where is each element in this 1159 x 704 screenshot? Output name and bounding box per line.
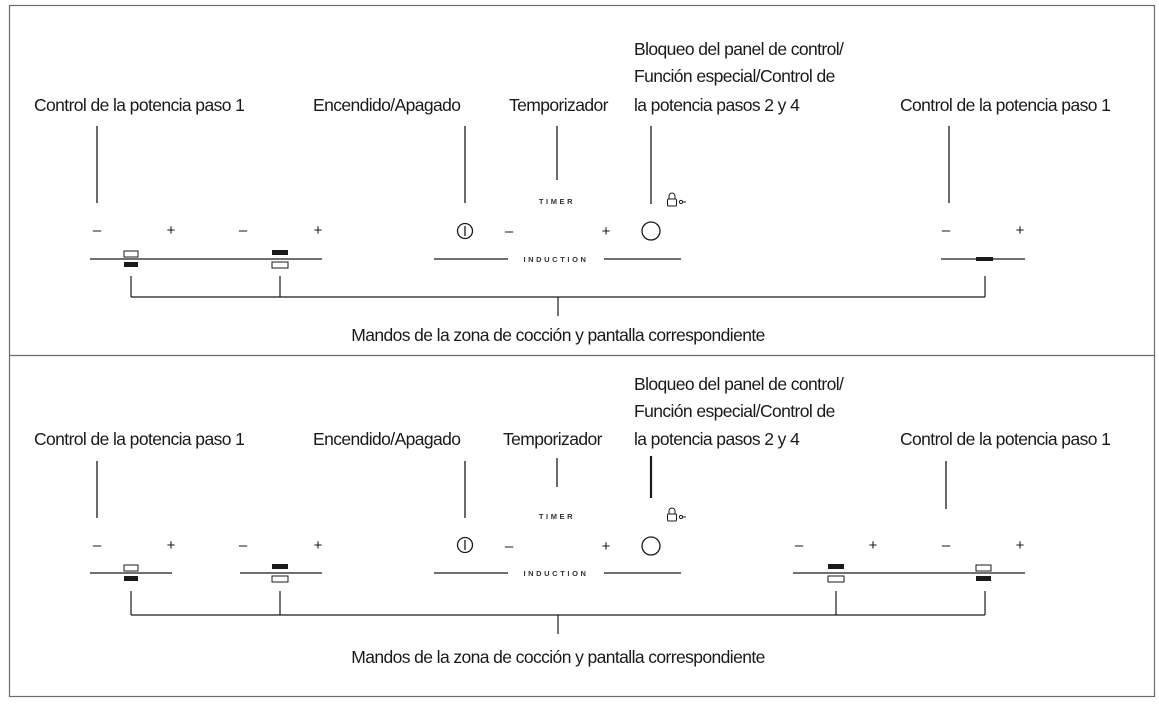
plus-sign: +	[313, 537, 323, 554]
plus-sign: +	[601, 538, 611, 555]
label-lock-line2: Función especial/Control de	[634, 66, 835, 86]
minus-sign: –	[941, 222, 951, 239]
panel-top	[34, 39, 1110, 345]
lock-key-icon	[668, 193, 687, 206]
minus-sign: –	[504, 223, 514, 240]
timer-print: TIMER	[538, 197, 576, 206]
label-lock-line1: Bloqueo del panel de control/	[634, 39, 844, 59]
label-cooking-zones: Mandos de la zona de cocción y pantalla correspondiente	[351, 647, 765, 667]
circle-button-icon	[642, 222, 660, 240]
plus-sign: +	[313, 222, 323, 239]
minus-sign: –	[794, 537, 804, 554]
label-right-power: Control de la potencia paso 1	[900, 95, 1111, 115]
label-lock-line3: la potencia pasos 2 y 4	[634, 429, 800, 449]
timer-print: TIMER	[538, 512, 576, 521]
zone-indicator	[976, 257, 993, 261]
label-lock-line2: Función especial/Control de	[634, 401, 835, 421]
minus-sign: –	[238, 537, 248, 554]
label-cooking-zones: Mandos de la zona de cocción y pantalla correspondiente	[351, 325, 765, 345]
minus-sign: –	[504, 538, 514, 555]
plus-sign: +	[1015, 222, 1025, 239]
circle-button-icon	[642, 537, 660, 555]
label-lock-line1: Bloqueo del panel de control/	[634, 374, 844, 394]
plus-sign: +	[166, 222, 176, 239]
minus-sign: –	[941, 537, 951, 554]
panel-bottom	[34, 374, 1110, 667]
power-icon	[458, 224, 473, 239]
plus-sign: +	[1015, 537, 1025, 554]
label-timer: Temporizador	[509, 95, 608, 115]
label-left-power: Control de la potencia paso 1	[34, 95, 245, 115]
label-right-power: Control de la potencia paso 1	[900, 429, 1111, 449]
label-lock-line3: la potencia pasos 2 y 4	[634, 95, 800, 115]
induction-print: INDUCTION	[523, 255, 589, 264]
label-timer: Temporizador	[503, 429, 602, 449]
label-on-off: Encendido/Apagado	[313, 95, 461, 115]
minus-sign: –	[92, 222, 102, 239]
minus-sign: –	[238, 222, 248, 239]
induction-print: INDUCTION	[523, 569, 589, 578]
plus-sign: +	[601, 223, 611, 240]
plus-sign: +	[868, 537, 878, 554]
minus-sign: –	[92, 537, 102, 554]
power-icon	[458, 538, 473, 553]
label-left-power: Control de la potencia paso 1	[34, 429, 245, 449]
plus-sign: +	[166, 537, 176, 554]
label-on-off: Encendido/Apagado	[313, 429, 461, 449]
lock-key-icon	[668, 508, 687, 521]
